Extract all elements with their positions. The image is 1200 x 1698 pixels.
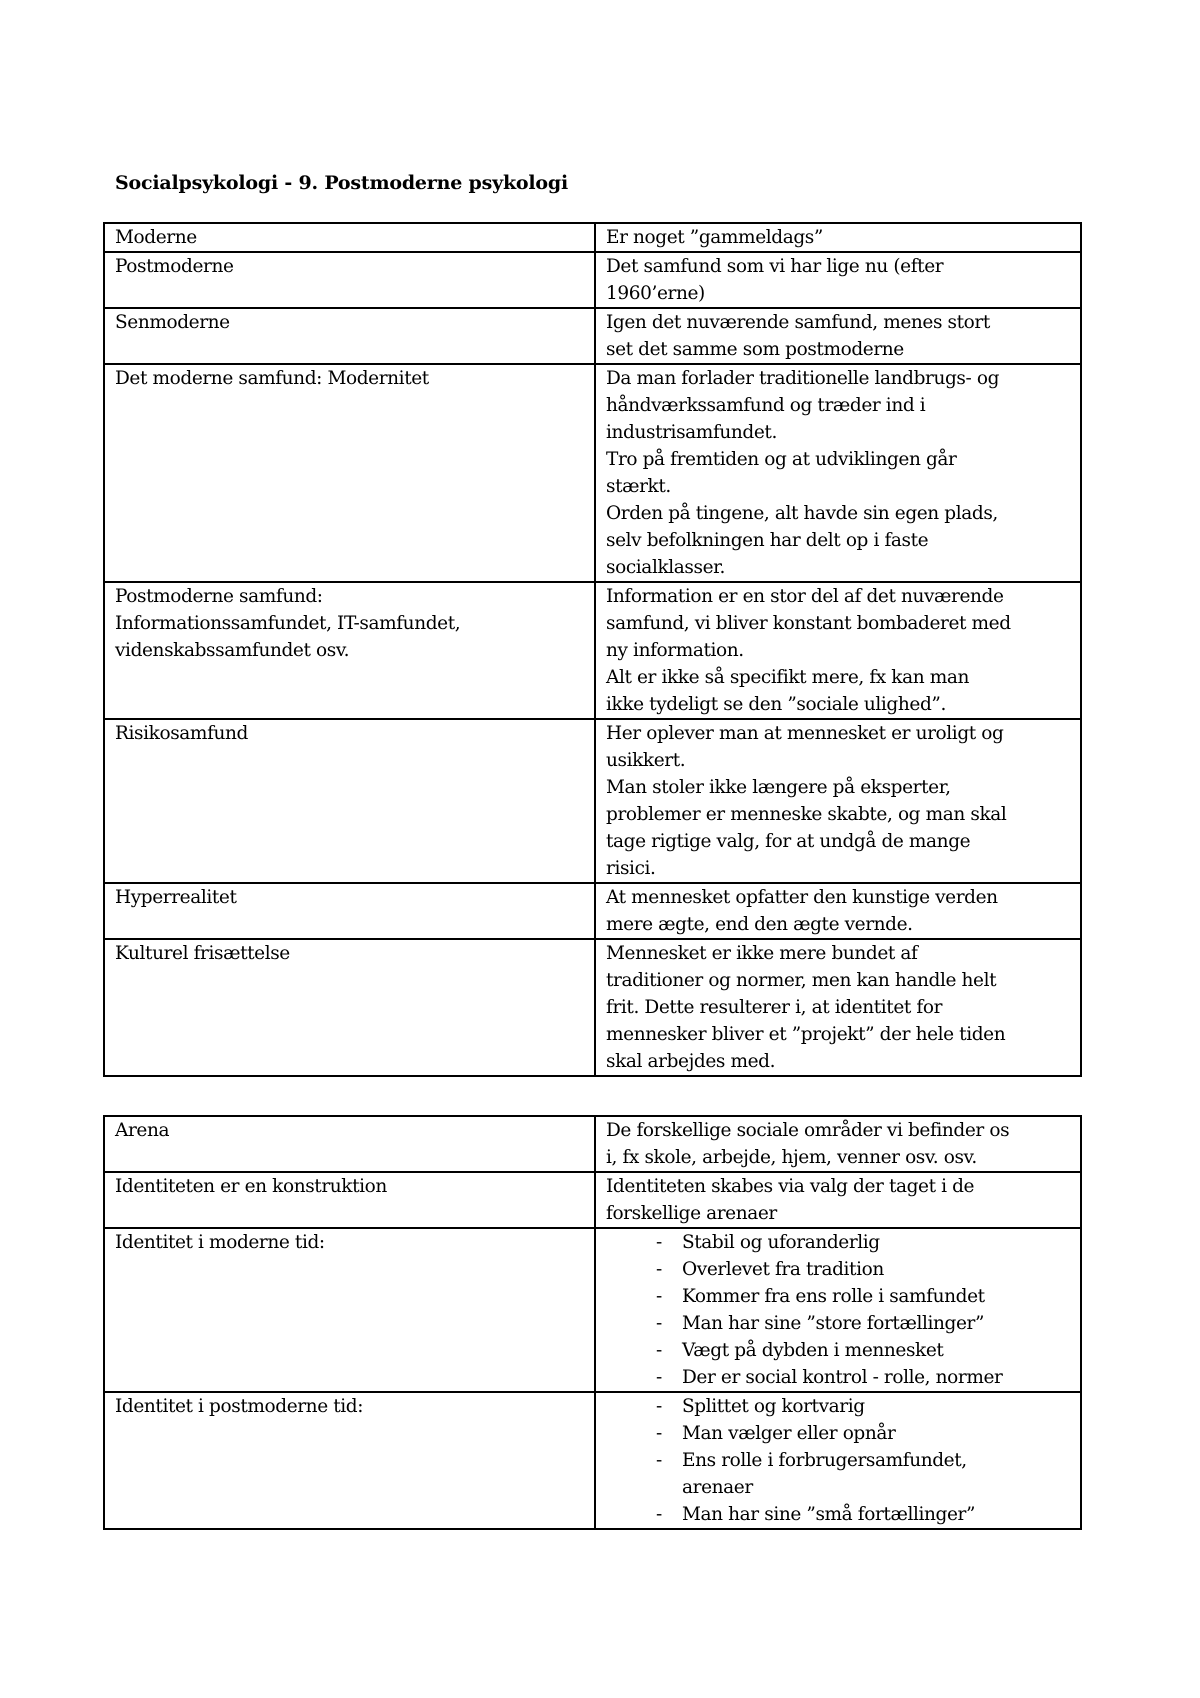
list-item xyxy=(656,1283,1070,1310)
text-line: - Der er social kontrol - rolle, normer xyxy=(682,1367,1003,1388)
text-line: Identitet i postmoderne tid: xyxy=(115,1396,364,1417)
text-line: - Stabil og uforanderlig xyxy=(682,1232,880,1253)
text-line: Orden på tingene, alt havde sin egen plads, xyxy=(606,503,998,524)
text-line: usikkert. xyxy=(606,750,686,771)
text-line: De forskellige sociale områder vi befinder os xyxy=(606,1120,1010,1141)
term-cell xyxy=(104,719,595,883)
table-row xyxy=(104,364,1081,582)
document-title: Socialpsykologi - 9. Postmoderne psykologi xyxy=(115,172,568,194)
term-cell xyxy=(104,364,595,582)
text-line: Da man forlader traditionelle landbrugs- og xyxy=(606,368,1000,389)
text-line: videnskabssamfundet osv. xyxy=(115,640,350,661)
text-line: i, fx skole, arbejde, hjem, venner osv. osv. xyxy=(606,1147,977,1168)
text-line: Senmoderne xyxy=(115,312,230,333)
description-cell xyxy=(595,1116,1081,1172)
list-item xyxy=(656,1337,1070,1364)
text-line: At mennesket opfatter den kunstige verden xyxy=(606,887,998,908)
text-line: Information er en stor del af det nuværende xyxy=(606,586,1004,607)
text-line: Er noget ”gammeldags” xyxy=(606,227,823,248)
table-row xyxy=(104,1172,1081,1228)
description-cell xyxy=(595,1172,1081,1228)
term-cell xyxy=(104,252,595,308)
text-line: risici. xyxy=(606,858,656,879)
term-cell xyxy=(104,223,595,252)
text-line: skal arbejdes med. xyxy=(606,1051,776,1072)
text-line: stærkt. xyxy=(606,476,671,497)
description-cell xyxy=(595,308,1081,364)
table-row xyxy=(104,223,1081,252)
text-line: selv befolkningen har delt op i faste xyxy=(606,530,929,551)
description-cell xyxy=(595,582,1081,719)
text-line: Tro på fremtiden og at udviklingen går xyxy=(606,449,957,470)
text-line: - Kommer fra ens rolle i samfundet xyxy=(682,1286,985,1307)
term-cell xyxy=(104,1392,595,1529)
concepts-table xyxy=(103,222,1082,1077)
text-line: Postmoderne xyxy=(115,256,234,277)
text-line: Identiteten er en konstruktion xyxy=(115,1176,387,1197)
description-cell xyxy=(595,719,1081,883)
term-cell xyxy=(104,1172,595,1228)
table-row xyxy=(104,939,1081,1076)
text-line: - Vægt på dybden i mennesket xyxy=(682,1340,944,1361)
identity-table xyxy=(103,1115,1082,1530)
text-line: - Man har sine ”små fortællinger” xyxy=(682,1504,976,1525)
text-line: mere ægte, end den ægte vernde. xyxy=(606,914,913,935)
description-cell xyxy=(595,939,1081,1076)
text-line: Arena xyxy=(115,1120,170,1141)
list-item xyxy=(656,1447,1070,1501)
text-line: Igen det nuværende samfund, menes stort xyxy=(606,312,990,333)
text-line: frit. Dette resulterer i, at identitet for xyxy=(606,997,943,1018)
text-line: arenaer xyxy=(682,1477,753,1498)
text-line: 1960’erne) xyxy=(606,283,705,304)
text-line: traditioner og normer, men kan handle helt xyxy=(606,970,997,991)
text-line: ny information. xyxy=(606,640,744,661)
text-line: forskellige arenaer xyxy=(606,1203,777,1224)
list-item xyxy=(656,1256,1070,1283)
table-row xyxy=(104,883,1081,939)
description-cell xyxy=(595,883,1081,939)
term-cell xyxy=(104,883,595,939)
description-cell xyxy=(595,1228,1081,1392)
table-row xyxy=(104,1116,1081,1172)
description-cell xyxy=(595,1392,1081,1529)
text-line: Informationssamfundet, IT-samfundet, xyxy=(115,613,461,634)
text-line: - Man vælger eller opnår xyxy=(682,1423,896,1444)
text-line: Kulturel frisættelse xyxy=(115,943,290,964)
list-item xyxy=(656,1229,1070,1256)
table-row xyxy=(104,582,1081,719)
table-row xyxy=(104,719,1081,883)
term-cell xyxy=(104,582,595,719)
dash-list xyxy=(606,1393,1070,1528)
text-line: set det samme som postmoderne xyxy=(606,339,904,360)
text-line: Identiteten skabes via valg der taget i de xyxy=(606,1176,975,1197)
text-line: Postmoderne samfund: xyxy=(115,586,323,607)
text-line: socialklasser. xyxy=(606,557,726,578)
list-item xyxy=(656,1393,1070,1420)
text-line: - Splittet og kortvarig xyxy=(682,1396,865,1417)
term-cell xyxy=(104,1116,595,1172)
text-line: ikke tydeligt se den ”sociale ulighed”. xyxy=(606,694,946,715)
text-line: - Overlevet fra tradition xyxy=(682,1259,884,1280)
dash-list xyxy=(606,1229,1070,1391)
term-cell xyxy=(104,308,595,364)
text-line: - Man har sine ”store fortællinger” xyxy=(682,1313,984,1334)
text-line: Hyperrealitet xyxy=(115,887,237,908)
text-line: Det moderne samfund: Modernitet xyxy=(115,368,429,389)
description-cell xyxy=(595,364,1081,582)
text-line: Identitet i moderne tid: xyxy=(115,1232,325,1253)
text-line: Her oplever man at mennesket er uroligt og xyxy=(606,723,1004,744)
term-cell xyxy=(104,1228,595,1392)
text-line: - Ens rolle i forbrugersamfundet, xyxy=(682,1450,967,1471)
text-line: Mennesket er ikke mere bundet af xyxy=(606,943,918,964)
text-line: Alt er ikke så specifikt mere, fx kan man xyxy=(606,667,970,688)
table-row xyxy=(104,252,1081,308)
text-line: Det samfund som vi har lige nu (efter xyxy=(606,256,944,277)
text-line: Moderne xyxy=(115,227,197,248)
text-line: tage rigtige valg, for at undgå de mange xyxy=(606,831,971,852)
text-line: Man stoler ikke længere på eksperter, xyxy=(606,777,951,798)
text-line: mennesker bliver et ”projekt” der hele tiden xyxy=(606,1024,1006,1045)
list-item xyxy=(656,1501,1070,1528)
text-line: samfund, vi bliver konstant bombaderet med xyxy=(606,613,1011,634)
description-cell xyxy=(595,223,1081,252)
term-cell xyxy=(104,939,595,1076)
list-item xyxy=(656,1420,1070,1447)
text-line: industrisamfundet. xyxy=(606,422,777,443)
text-line: Risikosamfund xyxy=(115,723,248,744)
table-row xyxy=(104,1228,1081,1392)
text-line: problemer er menneske skabte, og man skal xyxy=(606,804,1007,825)
table-row xyxy=(104,1392,1081,1529)
list-item xyxy=(656,1364,1070,1391)
text-line: håndværkssamfund og træder ind i xyxy=(606,395,926,416)
table-row xyxy=(104,308,1081,364)
list-item xyxy=(656,1310,1070,1337)
description-cell xyxy=(595,252,1081,308)
